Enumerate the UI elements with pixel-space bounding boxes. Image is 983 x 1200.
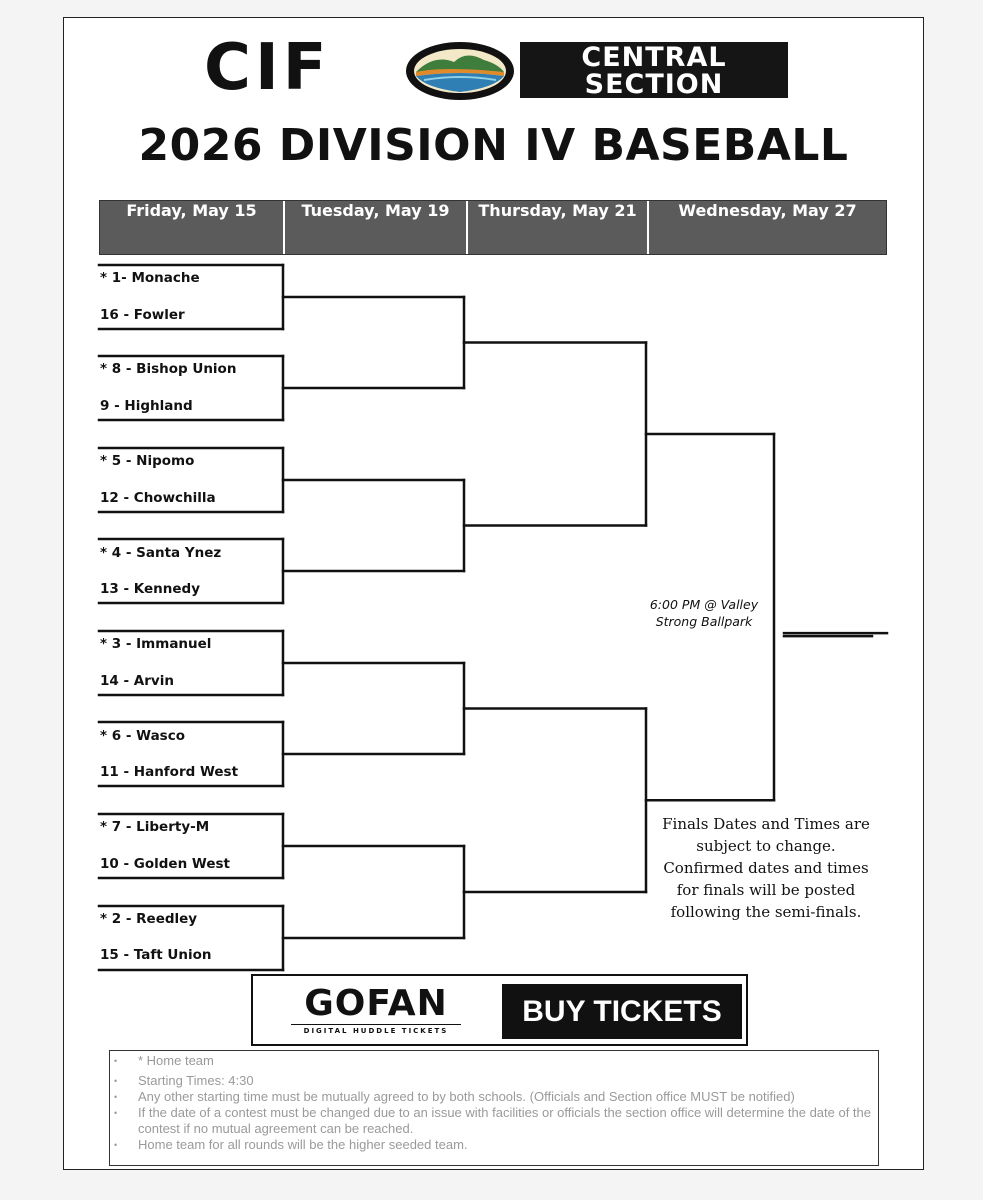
team-slot-7: * 4 - Santa Ynez: [100, 545, 222, 561]
note-item: [110, 1053, 878, 1069]
finals-change-line: Finals Dates and Times are: [662, 815, 870, 833]
page-title: 2026 DIVISION IV BASEBALL: [138, 120, 849, 171]
team-slot-11: * 6 - Wasco: [100, 728, 185, 744]
team-slot-1: * 1- Monache: [100, 270, 200, 286]
team-slot-4: 9 - Highland: [100, 398, 193, 414]
cif-logo-text: CIF: [204, 31, 331, 105]
note-item: [110, 1137, 878, 1153]
gofan-brand: GOFAN: [304, 983, 448, 1024]
notes-box: [109, 1050, 879, 1166]
team-slot-8: 13 - Kennedy: [100, 581, 201, 597]
note-text: Starting Times: 4:30: [138, 1073, 254, 1088]
note-text: * Home team: [138, 1053, 214, 1068]
team-slot-15: * 2 - Reedley: [100, 911, 198, 927]
team-slot-13: * 7 - Liberty-M: [100, 819, 210, 835]
team-slot-14: 10 - Golden West: [100, 856, 230, 872]
team-slot-10: 14 - Arvin: [100, 673, 174, 689]
finals-change-notice: [656, 813, 876, 923]
team-slot-6: 12 - Chowchilla: [100, 490, 216, 506]
bullet-icon: •: [114, 1140, 118, 1150]
championship-location-note: [639, 596, 769, 630]
round-header-4: Wednesday, May 27: [678, 201, 857, 220]
note-text: Home team for all rounds will be the higher seeded team.: [138, 1137, 468, 1152]
section-line-1: CENTRAL: [581, 42, 727, 73]
final-note-line-1: 6:00 PM @ Valley: [649, 597, 759, 612]
bullet-icon: •: [114, 1056, 118, 1066]
section-line-2: SECTION: [584, 69, 724, 100]
team-slot-5: * 5 - Nipomo: [100, 453, 195, 469]
tickets-banner[interactable]: [251, 974, 748, 1046]
team-slot-16: 15 - Taft Union: [100, 947, 212, 963]
note-text: Any other starting time must be mutually agreed to by both schools. (Officials and Section office MUST be notified): [138, 1089, 795, 1104]
finals-change-line: Confirmed dates and times: [663, 859, 869, 877]
note-text: If the date of a contest must be changed due to an issue with facilities or officials the section office will determine the date of the contest if no mutual agreement can be reached.: [138, 1105, 872, 1136]
bullet-icon: •: [114, 1108, 118, 1118]
bullet-icon: •: [114, 1076, 118, 1086]
round-header-2: Tuesday, May 19: [301, 201, 450, 220]
team-slot-3: * 8 - Bishop Union: [100, 361, 237, 377]
team-slot-12: 11 - Hanford West: [100, 764, 239, 780]
gofan-logo: [291, 983, 461, 1035]
note-item: [110, 1089, 878, 1105]
team-slot-2: 16 - Fowler: [100, 307, 185, 323]
final-note-line-2: Strong Ballpark: [655, 614, 753, 629]
bullet-icon: •: [114, 1092, 118, 1102]
note-item: [110, 1073, 878, 1089]
gofan-tagline: DIGITAL HUDDLE TICKETS: [291, 1024, 461, 1035]
note-item: [110, 1105, 878, 1137]
buy-tickets-button[interactable]: BUY TICKETS: [502, 984, 742, 1039]
round-header-3: Thursday, May 21: [478, 201, 637, 220]
round-header-1: Friday, May 15: [126, 201, 257, 220]
finals-change-line: for finals will be posted: [676, 881, 856, 899]
finals-change-line: following the semi-finals.: [670, 903, 862, 921]
bracket-sheet: [63, 17, 924, 1170]
team-slot-9: * 3 - Immanuel: [100, 636, 212, 652]
finals-change-line: subject to change.: [696, 837, 836, 855]
